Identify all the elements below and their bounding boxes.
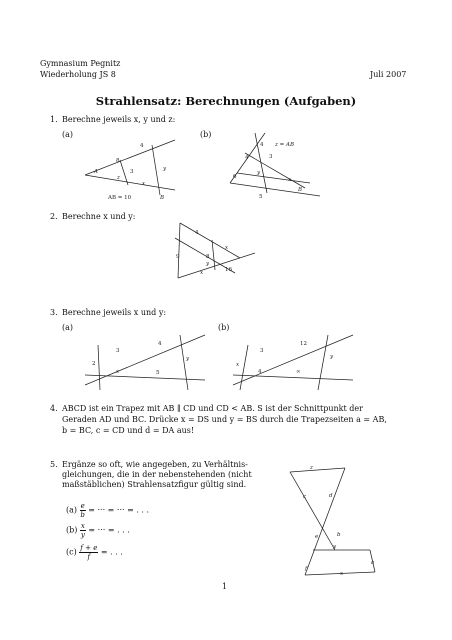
task5-part-c bbox=[66, 544, 123, 561]
label-4: 4 bbox=[140, 143, 144, 149]
label-5: 5 bbox=[259, 194, 263, 200]
part-c-den: f bbox=[87, 553, 91, 561]
parallel bbox=[212, 240, 215, 270]
page-title: Strahlensatz: Berechnungen (Aufgaben) bbox=[95, 94, 357, 108]
task1-part-a: (a) bbox=[62, 130, 74, 139]
label-d: d bbox=[329, 493, 333, 499]
label-8: 8 bbox=[116, 158, 120, 164]
label-e: e bbox=[315, 534, 319, 540]
date: Juli 2007 bbox=[370, 70, 407, 79]
ray-bottom bbox=[85, 175, 175, 190]
label-ab: AB = 10 bbox=[108, 195, 132, 201]
parallel-left bbox=[98, 345, 100, 390]
task2-text: Berechne x und y: bbox=[62, 212, 136, 221]
label-4a: 4 bbox=[260, 142, 264, 148]
label-y: y bbox=[330, 354, 334, 360]
label-c: c bbox=[303, 494, 307, 500]
label-y: y bbox=[257, 170, 261, 176]
part-c-label: (c) bbox=[66, 547, 77, 557]
label-x: x bbox=[142, 181, 146, 187]
line-lower bbox=[237, 173, 310, 183]
label-f: f bbox=[305, 566, 308, 572]
task2-figure bbox=[170, 218, 270, 283]
label-16: 16 bbox=[225, 267, 232, 273]
task5-line2: gleichungen, die in der nebenstehenden (nicht bbox=[62, 470, 252, 479]
school-name: Gymnasium Pegnitz bbox=[40, 59, 121, 68]
task5-number: 5. bbox=[50, 460, 58, 469]
page-number: 1 bbox=[222, 582, 228, 591]
label-z: z bbox=[117, 175, 120, 181]
part-a-num: e bbox=[80, 502, 85, 510]
part-b-rest: = ··· = . . . bbox=[88, 525, 130, 535]
task5-figure bbox=[285, 460, 385, 580]
task4-line1: ABCD ist ein Trapez mit AB ∥ CD und CD < AB. S ist der Schnittpunkt der bbox=[62, 404, 363, 413]
label-A: A bbox=[94, 169, 98, 175]
label-12: 12 bbox=[300, 341, 307, 347]
part-c-rest: = . . . bbox=[100, 547, 123, 557]
ray-left bbox=[178, 223, 180, 278]
task5-line3: maßstäblichen) Strahlensatzfigur gültig sind. bbox=[62, 480, 247, 489]
parallel-right bbox=[180, 335, 188, 390]
label-x: x bbox=[236, 362, 240, 368]
label-B: B bbox=[298, 187, 303, 193]
label-3: 3 bbox=[116, 348, 120, 354]
label-3: 3 bbox=[260, 348, 264, 354]
label-B: B bbox=[160, 195, 165, 201]
label-9: 9 bbox=[176, 254, 180, 260]
task2-number: 2. bbox=[50, 212, 58, 221]
ray-bottom bbox=[230, 183, 320, 196]
task1-part-b: (b) bbox=[200, 130, 212, 139]
parallel-right bbox=[318, 335, 328, 390]
task5-part-b bbox=[66, 522, 130, 539]
label-x: x bbox=[116, 369, 120, 375]
line-top bbox=[290, 468, 345, 472]
task1-text: Berechne jeweils x, y und z: bbox=[62, 115, 176, 124]
task3-text: Berechne jeweils x und y: bbox=[62, 308, 167, 317]
label-b: b bbox=[337, 532, 341, 538]
label-4: 4 bbox=[158, 341, 162, 347]
task4-line3: b = BC, c = CD und d = DA aus! bbox=[62, 426, 195, 435]
ray-right bbox=[305, 468, 345, 575]
line-lower bbox=[178, 253, 255, 278]
task3-part-b: (b) bbox=[218, 323, 230, 332]
part-c-fraction bbox=[79, 544, 98, 561]
part-b-num: x bbox=[80, 522, 85, 530]
label-ring: ∞ bbox=[296, 369, 301, 375]
part-a-label: (a) bbox=[66, 505, 78, 515]
label-4b: 4 bbox=[245, 155, 249, 161]
label-y: y bbox=[186, 356, 190, 362]
label-x: x bbox=[340, 571, 344, 577]
task4-number: 4. bbox=[50, 404, 58, 413]
label-a: a bbox=[371, 560, 375, 566]
task1-figure-b bbox=[225, 128, 335, 203]
label-y: y bbox=[206, 261, 210, 267]
part-c-num: f + e bbox=[80, 544, 98, 552]
task3-number: 3. bbox=[50, 308, 58, 317]
task4-line2: Geraden AD und BC. Drücke x = DS und y = BS durch die Trapezseiten a = AB, bbox=[62, 415, 387, 424]
task1-figure-a bbox=[80, 135, 190, 205]
task5-part-a bbox=[66, 502, 149, 519]
label-z-ab: z = AB bbox=[275, 142, 295, 148]
label-8: 8 bbox=[206, 254, 210, 260]
label-4: 4 bbox=[195, 230, 199, 236]
label-3: 3 bbox=[269, 154, 273, 160]
ray-left bbox=[290, 472, 335, 550]
part-a-rest: = ··· = ··· = . . . bbox=[88, 505, 150, 515]
task3-figure-b bbox=[228, 330, 358, 395]
label-z: z bbox=[310, 465, 313, 471]
task5-line1: Ergänze so oft, wie angegeben, zu Verhältnis- bbox=[62, 460, 248, 469]
label-x: x bbox=[200, 270, 204, 276]
part-b-label: (b) bbox=[66, 525, 78, 535]
line-crossing bbox=[245, 153, 305, 188]
label-6: 6 bbox=[233, 174, 237, 180]
part-a-den: b bbox=[80, 511, 85, 519]
label-3: 3 bbox=[130, 169, 134, 175]
label-y: y bbox=[333, 544, 337, 550]
part-a-fraction bbox=[80, 502, 86, 519]
label-x: x bbox=[288, 177, 292, 183]
task3-part-a: (a) bbox=[62, 323, 74, 332]
ray-right bbox=[180, 223, 240, 258]
label-5: 5 bbox=[156, 370, 160, 376]
parallel-left bbox=[240, 345, 248, 390]
task1-number: 1. bbox=[50, 115, 58, 124]
course-name: Wiederholung JS 8 bbox=[40, 70, 116, 79]
parallel-right bbox=[152, 145, 160, 195]
label-4: 4 bbox=[258, 369, 262, 375]
label-y: y bbox=[163, 166, 167, 172]
part-b-fraction bbox=[80, 522, 86, 539]
label-x-top: x bbox=[225, 245, 229, 251]
part-b-den: y bbox=[80, 531, 85, 539]
task3-figure-a bbox=[80, 330, 210, 395]
label-2: 2 bbox=[92, 361, 96, 367]
